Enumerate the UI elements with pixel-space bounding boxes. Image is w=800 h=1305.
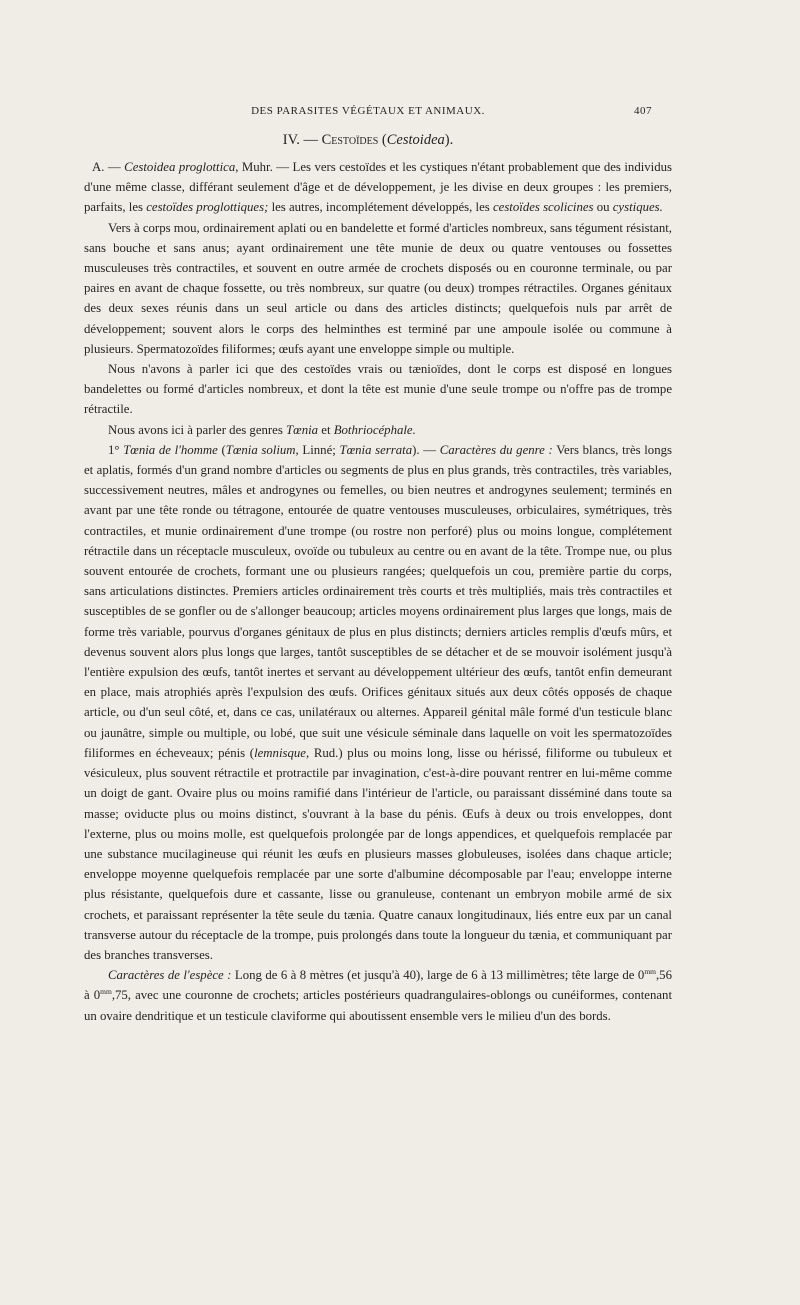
paragraph-text: , Muhr. — Les vers cestoïdes et les cystiques n'étant probablement que des individus d'une même classe, différant seulement d'âge et de développement, je les divise en deux groupes : les premiers, parfaits, les (84, 160, 673, 215)
section-title-latin: Cestoidea (386, 132, 445, 148)
paren-open: ( (221, 442, 226, 457)
genus-name: Cestoidea proglottica (124, 160, 236, 174)
paragraph-cestoidea-proglottica (84, 157, 672, 218)
page-number: 407 (634, 105, 652, 117)
paragraph-text: ou (596, 200, 610, 215)
paragraph-text: Nous avons ici à parler des genres (108, 422, 283, 437)
paragraph-taenioides: Nous n'avons à parler ici que des cestoïdes vrais ou tænioïdes, dont le corps est disposé en longues bandelettes ou formé d'articles nombreux, et dont la tête est munie d'une seule trompe ou n'offre pas de trompe rétractile. (84, 362, 672, 417)
running-title: DES PARASITES VÉGÉTAUX ET ANIMAUX. (251, 105, 485, 117)
unit-mm: mm (100, 987, 112, 997)
section-title-smallcaps: Cestoïdes (321, 132, 379, 148)
term-cystiques: cystiques. (612, 200, 663, 215)
subsection-letter: A. — (92, 160, 121, 174)
synonym-solium: Tœnia solium, (225, 442, 299, 457)
paragraph-description: Vers à corps mou, ordinairement aplati ou en bandelette et formé d'articles nombreux, sans tégument résistant, sans bouche et sans anus; ayant ordinairement une tête munie de deux ou quatre ventouses ou fossettes musculeuses très contractiles, et souvent en outre armée de crochets disposés ou en couronne terminale, ou par paires en avant de chaque fossette, ou très nombreux, sur quatre (ou deux) trompes rétractiles. Organes génitaux des deux sexes réunis dans un seul article ou dans des articles distincts; quelquefois nuls par arrêt de développement; souvent alors le corps des helminthes est terminé par une ampoule isolée ou commune à plusieurs. Spermatozoïdes filiformes; œufs ayant une enveloppe simple ou multiple. (84, 220, 672, 356)
paragraph-text: et (321, 422, 331, 437)
section-numeral: IV. — (282, 132, 318, 148)
section-title-close: ). (444, 132, 454, 148)
paragraph-caracteres-espece (84, 965, 672, 1026)
species-name: Tœnia de l'homme (123, 442, 218, 457)
author-linne: Linné; (302, 442, 336, 457)
heading-caracteres-genre: Caractères du genre : (439, 442, 553, 457)
genus-taenia: Tœnia (286, 422, 319, 437)
term-lemnisque: lemnisque (254, 745, 306, 760)
heading-caracteres-espece: Caractères de l'espèce : (108, 968, 232, 983)
entry-number: 1° (108, 442, 120, 457)
unit-mm: mm (644, 967, 656, 977)
term-scolicines: cestoïdes scolicines (492, 200, 594, 215)
paragraph-text: Long de 6 à 8 mètres (et jusqu'à 40), large de 6 à 13 millimètres; tête large de 0 (234, 968, 645, 983)
paragraph-text: ,75, avec une couronne de crochets; articles postérieurs quadrangulaires-oblongs ou cunéiformes, contenant un ovaire dendritique et un testicule claviforme qui aboutissent ensemble vers le milieu d'un des bords. (84, 988, 673, 1023)
synonym-serrata: Tœnia serrata (339, 442, 413, 457)
paragraph-genres (84, 420, 672, 440)
section-title: IV. — Cestoïdes (Cestoidea). (282, 132, 454, 148)
paragraph-taenia-genre (84, 440, 672, 965)
paragraph-text: les autres, incomplétement développés, les (271, 200, 490, 215)
term-proglottiques: cestoïdes proglottiques; (146, 200, 269, 215)
body-text (84, 157, 672, 1026)
paragraph-text: ,56 à 0 (84, 968, 672, 1003)
paragraph-text: , Rud.) plus ou moins long, lisse ou hérissé, filiforme ou tubuleux et vésiculeux, plus souvent rétractile et protractile par invagination, c'est-à-dire pouvant rentrer en lui-même comme un doigt de gant. Ovaire plus ou moins ramifié dans l'intérieur de l'article, ou paraissant disséminé dans toute sa masse; oviducte plus ou moins distinct, s'ouvrant à la base du pénis. Œufs à deux ou trois enveloppes, dont l'externe, plus ou moins molle, est quelquefois prolongée par de longs appendices, et quelquefois remplacée par une substance mucilagineuse qui réunit les œufs en plusieurs masses globuleuses, isolées dans chaque article; enveloppe moyenne quelquefois remplacée par une sorte d'albumine décomposable par l'eau; enveloppe interne plus résistante, quelquefois dure et cassante, lisse ou granuleuse, contenant un embryon mobile armé de six crochets, et paraissant représenter la tête seule du tænia. Quatre canaux longitudinaux, liés entre eux par un canal transverse autour du réceptacle de la trompe, puis prolongés dans toute la longueur du tænia, et communiquant par des branches transverses. (84, 745, 672, 962)
genus-bothriocephale: Bothriocéphale. (333, 422, 416, 437)
paren-close: ). — (412, 442, 437, 457)
paragraph-text: Vers blancs, très longs et aplatis, formés d'un grand nombre d'articles ou segments de plus en plus grands, très contractiles, très variables, successivement neutres, mâles et androgynes ou femelles, ou bien neutres et androgynes seulement; terminés en avant par une tête ronde ou tétragone, entourée de quatre ventouses musculeuses, orbiculaires, symétriques, très contractiles, et munie ordinairement d'une trompe (ou rostre non perforé) plus ou moins longue, complétement rétractile dans un réceptacle musculeux, ovoïde ou tubuleux au centre ou en avant de la tête. Trompe nue, ou plus souvent entourée de crochets, formant une ou plusieurs rangées; quelquefois un cou, première partie du corps, sans articulations distinctes. Premiers articles ordinairement très courts et très multipliés, mais très contractiles et susceptibles de se gonfler ou de s'allonger beaucoup; articles moyens ordinairement plus larges que longs, mais de forme très variable, pourvus d'organes génitaux de plus en plus distincts; derniers articles remplis d'œufs mûrs, et devenus souvent alors plus longs que larges, tantôt susceptibles de se détacher et de se mouvoir isolément jusqu'à l'entière expulsion des œufs, tantôt inertes et servant au développement ultérieur des œufs, tantôt enfin demeurant en place, mais atrophiés après l'expulsion des œufs. Orifices génitaux situés aux deux côtés opposés de chaque article, ou d'un seul côté, et, dans ce cas, unilatéraux ou alternes. Appareil génital mâle formé d'un testicule blanc ou jaunâtre, simple ou multiple, ou lobé, que suit une vésicule séminale dans laquelle on voit les spermatozoïdes filiformes en écheveaux; pénis ( (84, 442, 672, 760)
